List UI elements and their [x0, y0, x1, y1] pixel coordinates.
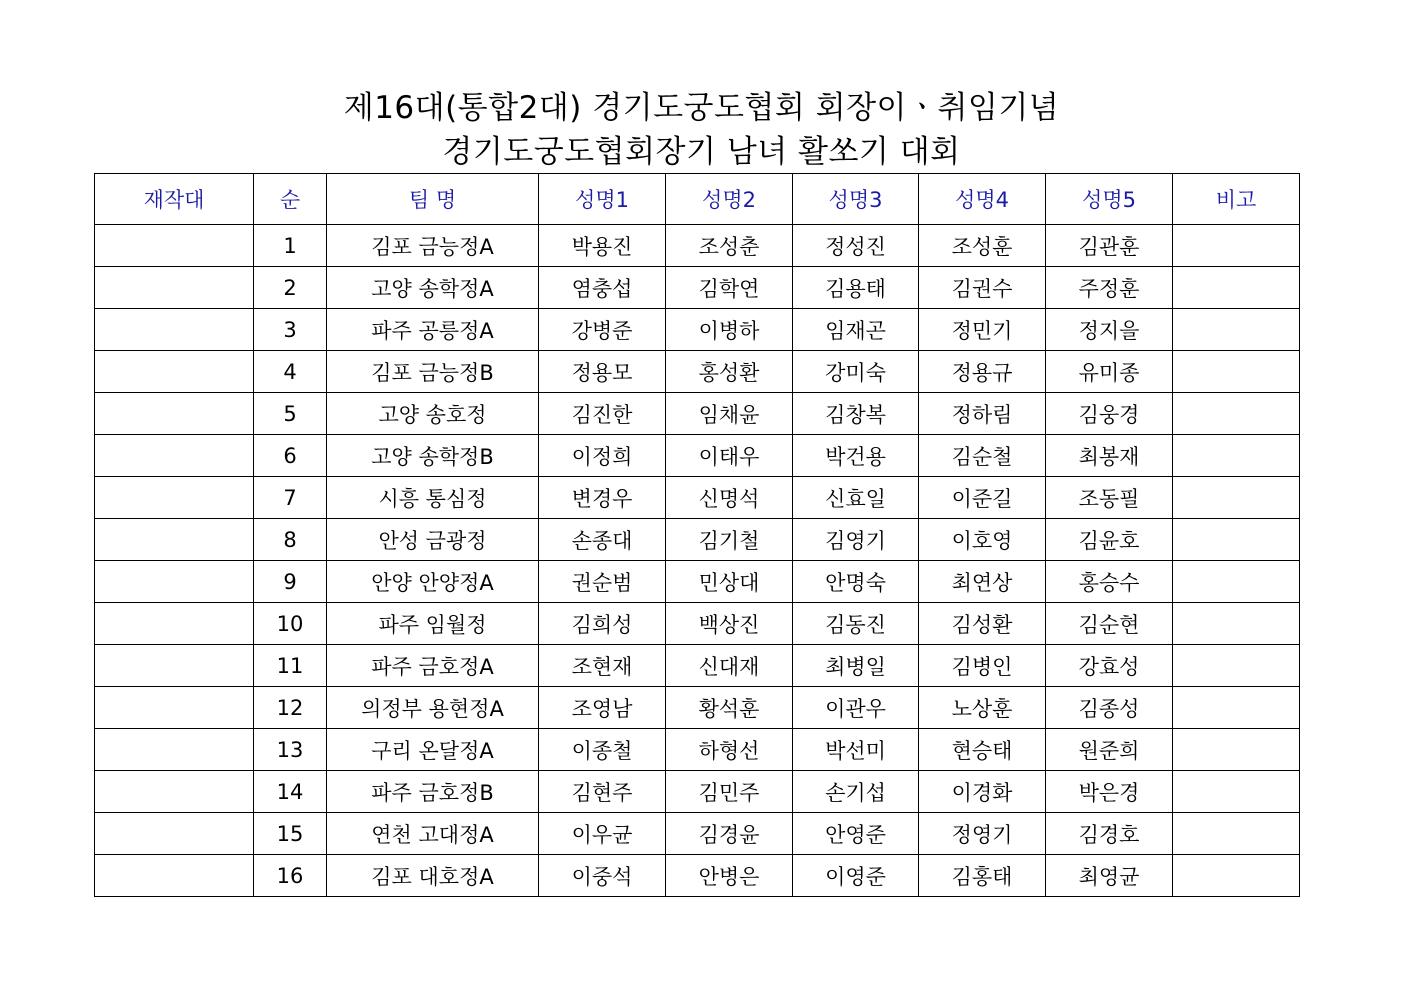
table-row [95, 561, 1300, 603]
cell-name-4: 정영기 [919, 813, 1046, 855]
header-jaejakdae: 재작대 [95, 174, 254, 225]
cell-order: 6 [254, 435, 327, 477]
roster-body [95, 225, 1300, 897]
table-row [95, 351, 1300, 393]
cell-note [1173, 267, 1300, 309]
cell-name-4: 조성훈 [919, 225, 1046, 267]
cell-name-1: 이우균 [539, 813, 666, 855]
cell-name-4: 김순철 [919, 435, 1046, 477]
cell-name-3: 임재곤 [793, 309, 919, 351]
table-row [95, 225, 1300, 267]
cell-name-5: 홍승수 [1046, 561, 1173, 603]
cell-name-5: 주정훈 [1046, 267, 1173, 309]
header-name-1: 성명1 [539, 174, 666, 225]
cell-name-1: 권순범 [539, 561, 666, 603]
cell-name-1: 김희성 [539, 603, 666, 645]
cell-jaejakdae [95, 393, 254, 435]
cell-name-4: 이준길 [919, 477, 1046, 519]
cell-name-4: 정하림 [919, 393, 1046, 435]
cell-name-3: 박선미 [793, 729, 919, 771]
table-row [95, 435, 1300, 477]
cell-name-2: 민상대 [666, 561, 793, 603]
cell-jaejakdae [95, 435, 254, 477]
document-title [0, 86, 1403, 174]
cell-name-1: 박용진 [539, 225, 666, 267]
cell-name-2: 안병은 [666, 855, 793, 897]
cell-name-1: 이종철 [539, 729, 666, 771]
roster-table [94, 173, 1300, 897]
cell-order: 5 [254, 393, 327, 435]
cell-team-name: 고양 송학정B [327, 435, 539, 477]
cell-jaejakdae [95, 309, 254, 351]
table-row [95, 519, 1300, 561]
cell-name-1: 조현재 [539, 645, 666, 687]
cell-name-1: 조영남 [539, 687, 666, 729]
title-line-1: 제16대(통합2대) 경기도궁도협회 회장이ㆍ취임기념 [343, 90, 1060, 126]
table-row [95, 771, 1300, 813]
cell-name-2: 김학연 [666, 267, 793, 309]
cell-name-5: 김관훈 [1046, 225, 1173, 267]
cell-order: 11 [254, 645, 327, 687]
header-name-5: 성명5 [1046, 174, 1173, 225]
cell-team-name: 김포 금능정B [327, 351, 539, 393]
cell-jaejakdae [95, 687, 254, 729]
cell-name-4: 이경화 [919, 771, 1046, 813]
cell-name-5: 박은경 [1046, 771, 1173, 813]
header-name-3: 성명3 [793, 174, 919, 225]
cell-name-2: 김기철 [666, 519, 793, 561]
cell-order: 2 [254, 267, 327, 309]
cell-name-5: 최영균 [1046, 855, 1173, 897]
table-row [95, 813, 1300, 855]
cell-note [1173, 813, 1300, 855]
cell-team-name: 연천 고대정A [327, 813, 539, 855]
header-note: 비고 [1173, 174, 1300, 225]
cell-team-name: 김포 대호정A [327, 855, 539, 897]
cell-team-name: 의정부 용현정A [327, 687, 539, 729]
title-line-2: 경기도궁도협회장기 남녀 활쏘기 대회 [442, 134, 961, 170]
table-row [95, 687, 1300, 729]
cell-name-3: 이관우 [793, 687, 919, 729]
cell-name-4: 정용규 [919, 351, 1046, 393]
cell-team-name: 안양 안양정A [327, 561, 539, 603]
cell-team-name: 고양 송호정 [327, 393, 539, 435]
table-row [95, 393, 1300, 435]
cell-name-3: 강미숙 [793, 351, 919, 393]
cell-jaejakdae [95, 729, 254, 771]
cell-name-2: 이태우 [666, 435, 793, 477]
cell-name-3: 김용태 [793, 267, 919, 309]
cell-team-name: 구리 온달정A [327, 729, 539, 771]
cell-order: 8 [254, 519, 327, 561]
cell-name-3: 손기섭 [793, 771, 919, 813]
cell-note [1173, 561, 1300, 603]
cell-jaejakdae [95, 225, 254, 267]
cell-name-5: 정지을 [1046, 309, 1173, 351]
cell-jaejakdae [95, 519, 254, 561]
cell-name-2: 김경윤 [666, 813, 793, 855]
cell-name-2: 하형선 [666, 729, 793, 771]
header-name-2: 성명2 [666, 174, 793, 225]
cell-team-name: 고양 송학정A [327, 267, 539, 309]
cell-order: 3 [254, 309, 327, 351]
cell-name-2: 백상진 [666, 603, 793, 645]
cell-name-4: 이호영 [919, 519, 1046, 561]
cell-name-3: 안영준 [793, 813, 919, 855]
cell-name-5: 조동필 [1046, 477, 1173, 519]
cell-name-1: 이정희 [539, 435, 666, 477]
cell-name-3: 박건용 [793, 435, 919, 477]
cell-team-name: 파주 공릉정A [327, 309, 539, 351]
cell-name-2: 신명석 [666, 477, 793, 519]
header-team-name: 팀 명 [327, 174, 539, 225]
cell-jaejakdae [95, 813, 254, 855]
cell-team-name: 안성 금광정 [327, 519, 539, 561]
cell-name-4: 현승태 [919, 729, 1046, 771]
cell-jaejakdae [95, 267, 254, 309]
cell-team-name: 파주 금호정B [327, 771, 539, 813]
cell-order: 16 [254, 855, 327, 897]
cell-name-3: 김창복 [793, 393, 919, 435]
cell-name-1: 이중석 [539, 855, 666, 897]
header-row [95, 174, 1300, 225]
header-name-4: 성명4 [919, 174, 1046, 225]
cell-name-2: 홍성환 [666, 351, 793, 393]
cell-note [1173, 855, 1300, 897]
table-row [95, 267, 1300, 309]
cell-order: 7 [254, 477, 327, 519]
cell-note [1173, 435, 1300, 477]
cell-order: 10 [254, 603, 327, 645]
cell-note [1173, 687, 1300, 729]
cell-name-5: 김순현 [1046, 603, 1173, 645]
cell-note [1173, 225, 1300, 267]
header-order: 순 [254, 174, 327, 225]
cell-name-4: 김홍태 [919, 855, 1046, 897]
cell-order: 13 [254, 729, 327, 771]
cell-name-1: 손종대 [539, 519, 666, 561]
cell-name-4: 정민기 [919, 309, 1046, 351]
cell-name-5: 강효성 [1046, 645, 1173, 687]
cell-order: 15 [254, 813, 327, 855]
cell-name-3: 이영준 [793, 855, 919, 897]
cell-team-name: 김포 금능정A [327, 225, 539, 267]
cell-name-1: 김진한 [539, 393, 666, 435]
cell-team-name: 파주 금호정A [327, 645, 539, 687]
cell-team-name: 시흥 통심정 [327, 477, 539, 519]
cell-note [1173, 309, 1300, 351]
cell-note [1173, 771, 1300, 813]
cell-name-5: 김웅경 [1046, 393, 1173, 435]
cell-name-5: 김종성 [1046, 687, 1173, 729]
cell-name-4: 김권수 [919, 267, 1046, 309]
cell-note [1173, 477, 1300, 519]
cell-name-4: 노상훈 [919, 687, 1046, 729]
cell-jaejakdae [95, 477, 254, 519]
cell-order: 12 [254, 687, 327, 729]
cell-note [1173, 519, 1300, 561]
cell-jaejakdae [95, 855, 254, 897]
table-row [95, 477, 1300, 519]
cell-name-2: 신대재 [666, 645, 793, 687]
cell-name-3: 최병일 [793, 645, 919, 687]
cell-name-5: 김윤호 [1046, 519, 1173, 561]
cell-jaejakdae [95, 603, 254, 645]
cell-name-3: 김동진 [793, 603, 919, 645]
table-row [95, 855, 1300, 897]
cell-name-5: 최봉재 [1046, 435, 1173, 477]
cell-note [1173, 645, 1300, 687]
cell-name-1: 강병준 [539, 309, 666, 351]
cell-team-name: 파주 임월정 [327, 603, 539, 645]
cell-name-4: 김성환 [919, 603, 1046, 645]
cell-name-5: 원준희 [1046, 729, 1173, 771]
cell-name-5: 유미종 [1046, 351, 1173, 393]
cell-note [1173, 603, 1300, 645]
cell-name-2: 황석훈 [666, 687, 793, 729]
table-row [95, 729, 1300, 771]
cell-jaejakdae [95, 351, 254, 393]
cell-name-2: 김민주 [666, 771, 793, 813]
cell-jaejakdae [95, 645, 254, 687]
cell-name-4: 최연상 [919, 561, 1046, 603]
cell-jaejakdae [95, 561, 254, 603]
cell-order: 14 [254, 771, 327, 813]
cell-name-2: 임채윤 [666, 393, 793, 435]
cell-name-3: 정성진 [793, 225, 919, 267]
cell-name-4: 김병인 [919, 645, 1046, 687]
cell-name-3: 안명숙 [793, 561, 919, 603]
cell-name-1: 김현주 [539, 771, 666, 813]
cell-note [1173, 393, 1300, 435]
table-row [95, 309, 1300, 351]
cell-note [1173, 729, 1300, 771]
cell-name-2: 이병하 [666, 309, 793, 351]
cell-name-1: 정용모 [539, 351, 666, 393]
cell-order: 1 [254, 225, 327, 267]
cell-order: 9 [254, 561, 327, 603]
cell-name-5: 김경호 [1046, 813, 1173, 855]
cell-name-2: 조성춘 [666, 225, 793, 267]
cell-order: 4 [254, 351, 327, 393]
cell-jaejakdae [95, 771, 254, 813]
cell-name-1: 변경우 [539, 477, 666, 519]
table-row [95, 603, 1300, 645]
cell-name-1: 염충섭 [539, 267, 666, 309]
table-row [95, 645, 1300, 687]
cell-name-3: 신효일 [793, 477, 919, 519]
cell-note [1173, 351, 1300, 393]
cell-name-3: 김영기 [793, 519, 919, 561]
